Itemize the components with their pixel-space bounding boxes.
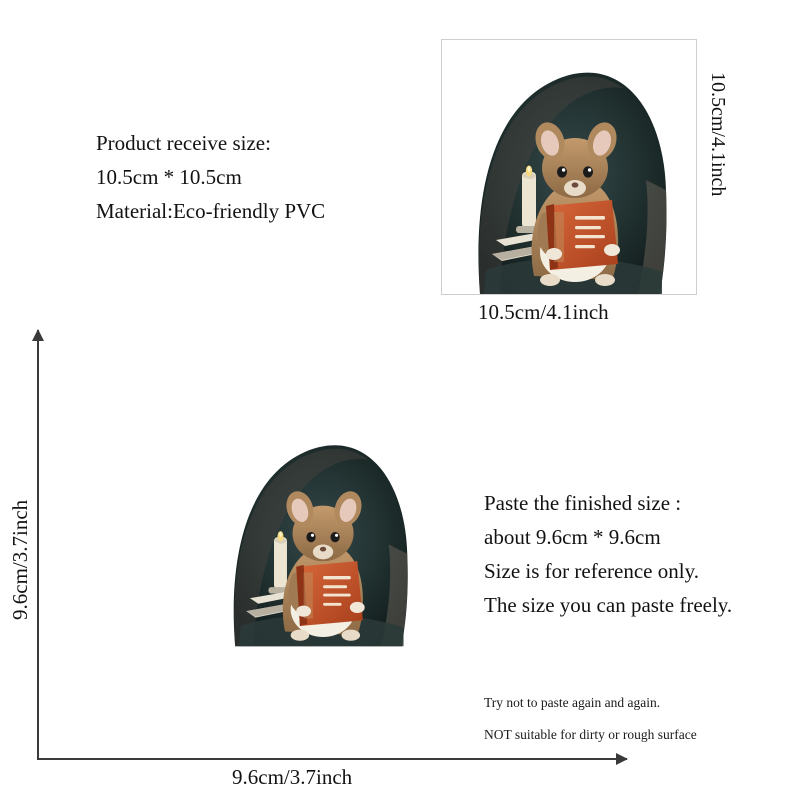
paste-finished-size-label: Paste the finished size : — [484, 491, 682, 515]
paste-info-block — [484, 486, 732, 622]
paste-finished-size-value: about 9.6cm * 9.6cm — [484, 525, 661, 549]
measurement-top-right: 10.5cm/4.1inch — [707, 72, 729, 197]
product-info-block — [96, 126, 325, 228]
note-repeat-paste: Try not to paste again and again. — [484, 695, 661, 710]
horizontal-measure-arrow — [37, 758, 627, 760]
size-reference-note: Size is for reference only. — [484, 559, 699, 583]
sticker-preview-bottom — [200, 415, 435, 650]
product-receive-size-label: Product receive size: — [96, 131, 271, 155]
paste-freely-note: The size you can paste freely. — [484, 593, 733, 617]
measurement-horizontal: 9.6cm/3.7inch — [232, 765, 353, 789]
sticker-preview-top — [441, 39, 697, 295]
note-surface-warning: NOT suitable for dirty or rough surface — [484, 727, 697, 742]
mouse-reading-book-icon — [442, 40, 696, 294]
vertical-measure-arrow — [37, 330, 39, 760]
product-material: Material:Eco-friendly PVC — [96, 199, 326, 223]
product-receive-size-value: 10.5cm * 10.5cm — [96, 165, 242, 189]
measurement-vertical: 9.6cm/3.7inch — [8, 499, 32, 620]
measurement-top-bottom: 10.5cm/4.1inch — [478, 300, 609, 324]
mouse-reading-book-icon — [200, 415, 435, 650]
usage-notes-block — [484, 687, 697, 751]
